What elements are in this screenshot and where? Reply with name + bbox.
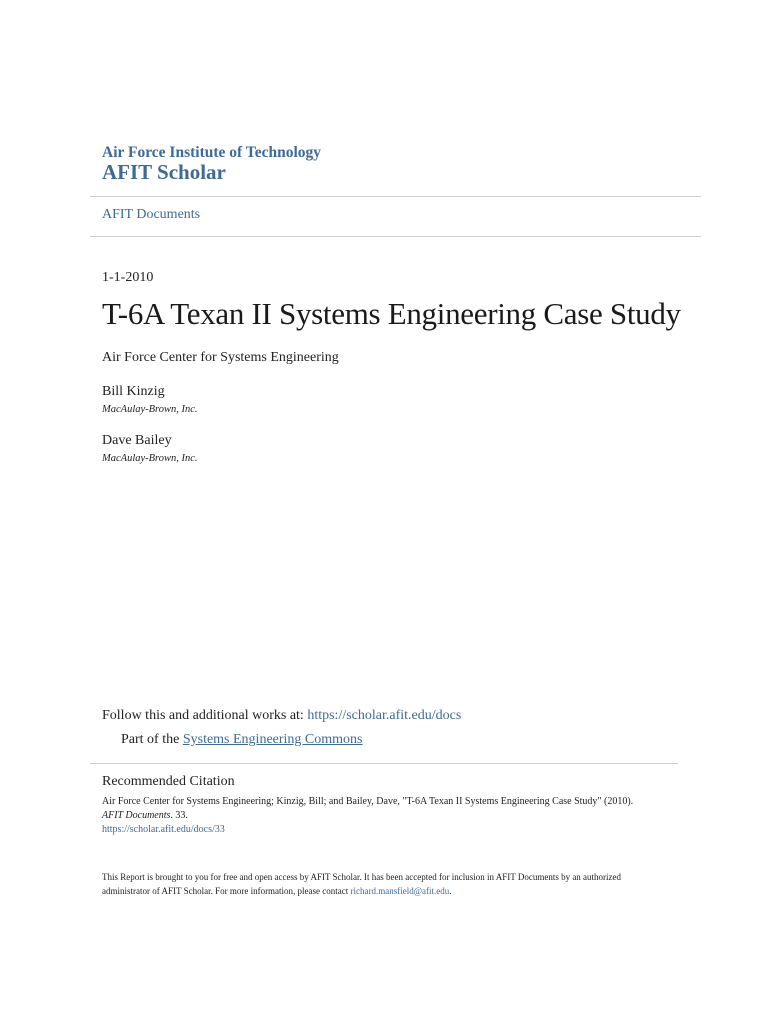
repository-link[interactable]: AFIT Scholar — [102, 160, 226, 184]
citation-url-link[interactable]: https://scholar.afit.edu/docs/33 — [102, 824, 225, 835]
organization: Air Force Center for Systems Engineering — [102, 350, 339, 365]
institution-name: Air Force Institute of Technology — [102, 144, 322, 161]
divider — [90, 236, 701, 237]
author-affiliation: MacAulay-Brown, Inc. — [102, 453, 198, 464]
document-title: T-6A Texan II Systems Engineering Case Study — [102, 296, 681, 331]
part-of-line — [121, 732, 363, 748]
notice-prefix: administrator of AFIT Scholar. For more information, please contact — [102, 886, 351, 896]
citation-journal: AFIT Documents — [102, 810, 171, 821]
author-name: Dave Bailey — [102, 433, 172, 448]
citation-journal-line — [102, 810, 188, 821]
citation-heading: Recommended Citation — [102, 774, 235, 789]
access-notice: This Report is brought to you for free and open access by AFIT Scholar. It has been accepted for inclusion in AFIT Documents by an authorized — [102, 872, 622, 882]
follow-line — [102, 708, 461, 724]
part-of-prefix: Part of the — [121, 732, 183, 747]
citation-journal-suffix: . 33. — [170, 810, 188, 821]
divider — [90, 196, 701, 197]
citation-text: Air Force Center for Systems Engineering; Kinzig, Bill; and Bailey, Dave, "T-6A Texan II Systems Engineering Case Study" (2010). — [102, 796, 634, 807]
series-link[interactable]: AFIT Documents — [102, 207, 201, 222]
follow-url-link[interactable]: https://scholar.afit.edu/docs — [307, 708, 462, 723]
follow-prefix: Follow this and additional works at: — [102, 708, 308, 723]
access-notice-contact — [102, 886, 452, 896]
notice-suffix: . — [449, 886, 452, 896]
contact-email-link[interactable]: richard.mansfield@afit.edu — [350, 886, 450, 896]
commons-link[interactable]: Systems Engineering Commons — [182, 732, 363, 747]
author-affiliation: MacAulay-Brown, Inc. — [102, 404, 198, 415]
publication-date: 1-1-2010 — [102, 270, 154, 285]
divider — [90, 763, 678, 764]
author-name: Bill Kinzig — [102, 384, 165, 399]
